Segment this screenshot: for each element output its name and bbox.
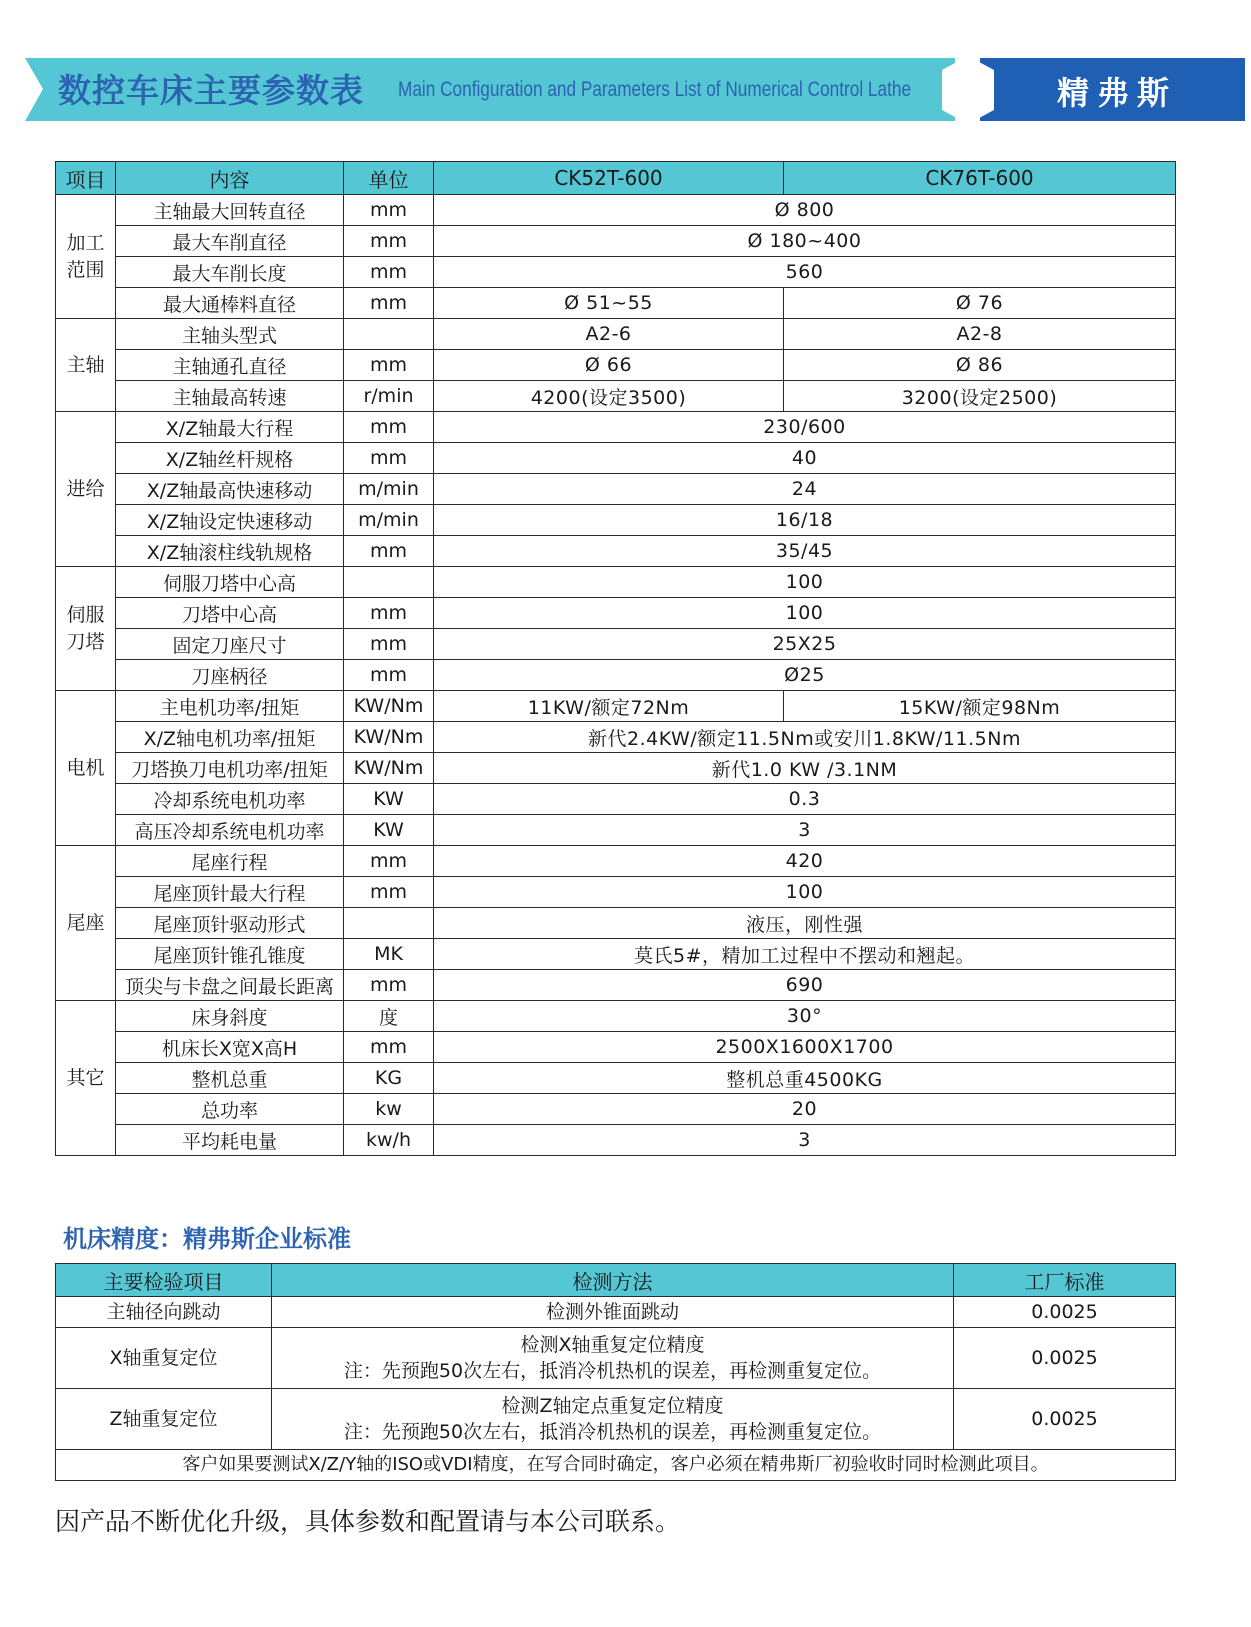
row-item: 主轴头型式 [116,319,344,350]
row-item: X/Z轴最高快速移动 [116,474,344,505]
row-value: 整机总重4500KG [434,1063,1176,1094]
spec-table [55,161,1176,1156]
row-unit: mm [344,536,434,567]
table-row [56,257,1176,288]
row-value: 25X25 [434,629,1176,660]
row-method: 检测X轴重复定位精度 [520,1334,705,1356]
row-unit: 度 [344,1001,434,1032]
row-item: 尾座顶针锥孔锥度 [116,939,344,970]
row-item: 冷却系统电机功率 [116,784,344,815]
header-model-b: CK76T-600 [784,162,1176,195]
table-row [56,288,1176,319]
row-item: 主轴最高转速 [116,381,344,412]
group-feed: 进给 [56,412,116,567]
row-item: X/Z轴丝杆规格 [116,443,344,474]
row-item: 刀座柄径 [116,660,344,691]
row-unit: mm [344,350,434,381]
row-item: X/Z轴滚柱线轨规格 [116,536,344,567]
row-item: 最大车削长度 [116,257,344,288]
row-value: 100 [434,598,1176,629]
table-row [56,226,1176,257]
row-unit: m/min [344,505,434,536]
group-spindle: 主轴 [56,319,116,412]
row-method: 检测Z轴定点重复定位精度 [501,1395,724,1417]
table-row [56,1450,1176,1481]
table-row [56,753,1176,784]
row-method-cell [272,1389,954,1450]
row-item: 主轴通孔直径 [116,350,344,381]
row-item: 刀塔换刀电机功率/扭矩 [116,753,344,784]
table-row [56,722,1176,753]
table-row [56,1032,1176,1063]
table-row [56,536,1176,567]
table-row [56,1389,1176,1450]
row-method-note: 注：先预跑50次左右，抵消冷机热机的误差，再检测重复定位。 [343,1360,882,1382]
row-unit [344,908,434,939]
row-value-b: 15KW/额定98Nm [784,691,1176,722]
row-value: 莫氏5#，精加工过程中不摆动和翘起。 [434,939,1176,970]
table-row [56,877,1176,908]
row-value: 3 [434,815,1176,846]
row-value-b: Ø 86 [784,350,1176,381]
precision-section-title: 机床精度：精弗斯企业标准 [63,1225,351,1253]
row-unit: mm [344,288,434,319]
row-item: 机床长X宽X高H [116,1032,344,1063]
header-item: 项目 [56,162,116,195]
row-value: 新代1.0 KW /3.1NM [434,753,1176,784]
table-row [56,784,1176,815]
row-item: 最大通棒料直径 [116,288,344,319]
row-unit: mm [344,412,434,443]
row-value-a: Ø 51~55 [434,288,784,319]
table-row [56,474,1176,505]
table-row [56,195,1176,226]
row-item: 尾座行程 [116,846,344,877]
row-item: 刀塔中心高 [116,598,344,629]
row-item: 最大车削直径 [116,226,344,257]
row-item: X/Z轴最大行程 [116,412,344,443]
row-value-b: A2-8 [784,319,1176,350]
row-standard: 0.0025 [954,1328,1176,1389]
row-item: X/Z轴设定快速移动 [116,505,344,536]
row-value-a: 11KW/额定72Nm [434,691,784,722]
header-unit: 单位 [344,162,434,195]
row-value: 100 [434,567,1176,598]
row-value-b: Ø 76 [784,288,1176,319]
row-unit [344,567,434,598]
row-standard: 0.0025 [954,1297,1176,1328]
header-content: 内容 [116,162,344,195]
group-other: 其它 [56,1001,116,1156]
precision-table [55,1263,1176,1481]
row-value: 0.3 [434,784,1176,815]
row-item: 伺服刀塔中心高 [116,567,344,598]
table-row [56,412,1176,443]
row-standard: 0.0025 [954,1389,1176,1450]
row-unit: r/min [344,381,434,412]
table-row [56,381,1176,412]
row-value: 16/18 [434,505,1176,536]
row-item: 床身斜度 [116,1001,344,1032]
row-unit: mm [344,970,434,1001]
table-row [56,350,1176,381]
table-row [56,629,1176,660]
header-check-item: 主要检验项目 [56,1264,272,1297]
row-unit: kw [344,1094,434,1125]
table-row [56,443,1176,474]
row-unit: mm [344,877,434,908]
row-unit: KG [344,1063,434,1094]
row-value: 35/45 [434,536,1176,567]
row-value-b: 3200(设定2500) [784,381,1176,412]
row-item: 主轴径向跳动 [56,1297,272,1328]
row-value: Ø 180~400 [434,226,1176,257]
table-row [56,660,1176,691]
row-unit: mm [344,226,434,257]
brand-logo-text: 精弗斯 [1057,74,1178,112]
row-value: 560 [434,257,1176,288]
table-row [56,939,1176,970]
table-row [56,1001,1176,1032]
row-item: 顶尖与卡盘之间最长距离 [116,970,344,1001]
row-item: 尾座顶针最大行程 [116,877,344,908]
header-standard: 工厂标准 [954,1264,1176,1297]
row-value: 30° [434,1001,1176,1032]
table-row [56,1297,1176,1328]
table-row [56,846,1176,877]
table-row [56,567,1176,598]
table-row [56,1125,1176,1156]
table-row [56,691,1176,722]
table-row [56,319,1176,350]
row-item: X轴重复定位 [56,1328,272,1389]
row-value: 20 [434,1094,1176,1125]
row-unit: mm [344,257,434,288]
table-row [56,815,1176,846]
header-method: 检测方法 [272,1264,954,1297]
row-unit: mm [344,846,434,877]
table-header-row [56,162,1176,195]
group-motor: 电机 [56,691,116,846]
row-value-a: 4200(设定3500) [434,381,784,412]
row-value: 液压，刚性强 [434,908,1176,939]
row-unit: mm [344,660,434,691]
row-method-cell [272,1328,954,1389]
row-item: 尾座顶针驱动形式 [116,908,344,939]
row-value: 2500X1600X1700 [434,1032,1176,1063]
row-unit: KW [344,784,434,815]
row-value: 新代2.4KW/额定11.5Nm或安川1.8KW/11.5Nm [434,722,1176,753]
table-row [56,505,1176,536]
row-unit: mm [344,1032,434,1063]
precision-footnote: 客户如果要测试X/Z/Y轴的ISO或VDI精度，在写合同时确定，客户必须在精弗斯厂初验收时同时检测此项目。 [56,1450,1176,1481]
table-row [56,598,1176,629]
table-row [56,970,1176,1001]
row-method: 检测外锥面跳动 [272,1297,954,1328]
header-model-a: CK52T-600 [434,162,784,195]
row-unit: mm [344,629,434,660]
row-item: 固定刀座尺寸 [116,629,344,660]
footer-note: 因产品不断优化升级，具体参数和配置请与本公司联系。 [55,1507,681,1536]
row-unit: mm [344,195,434,226]
row-value: 40 [434,443,1176,474]
row-unit [344,319,434,350]
row-unit: mm [344,443,434,474]
row-item: 整机总重 [116,1063,344,1094]
row-value: 420 [434,846,1176,877]
row-item: 主轴最大回转直径 [116,195,344,226]
row-value: 690 [434,970,1176,1001]
row-unit: mm [344,598,434,629]
row-value: 24 [434,474,1176,505]
row-unit: MK [344,939,434,970]
row-value: Ø25 [434,660,1176,691]
page-title: 数控车床主要参数表 [58,71,364,110]
table-row [56,908,1176,939]
table-header-row [56,1264,1176,1297]
row-item: 高压冷却系统电机功率 [116,815,344,846]
group-turret: 伺服 刀塔 [56,567,116,691]
row-method-note: 注：先预跑50次左右，抵消冷机热机的误差，再检测重复定位。 [343,1421,882,1443]
row-item: 平均耗电量 [116,1125,344,1156]
row-unit: kw/h [344,1125,434,1156]
row-unit: KW/Nm [344,753,434,784]
group-tailstock: 尾座 [56,846,116,1001]
table-row [56,1063,1176,1094]
row-unit: KW [344,815,434,846]
row-unit: KW/Nm [344,722,434,753]
row-value: 3 [434,1125,1176,1156]
row-value-a: A2-6 [434,319,784,350]
header-banner [25,58,1245,121]
row-value: 100 [434,877,1176,908]
row-value: Ø 800 [434,195,1176,226]
group-machining: 加工 范围 [56,195,116,319]
page-subtitle: Main Configuration and Parameters List of Numerical Control Lathe [398,78,912,101]
row-unit: m/min [344,474,434,505]
table-row [56,1328,1176,1389]
table-row [56,1094,1176,1125]
row-item: X/Z轴电机功率/扭矩 [116,722,344,753]
row-item: Z轴重复定位 [56,1389,272,1450]
row-value-a: Ø 66 [434,350,784,381]
row-item: 总功率 [116,1094,344,1125]
row-value: 230/600 [434,412,1176,443]
row-unit: KW/Nm [344,691,434,722]
row-item: 主电机功率/扭矩 [116,691,344,722]
